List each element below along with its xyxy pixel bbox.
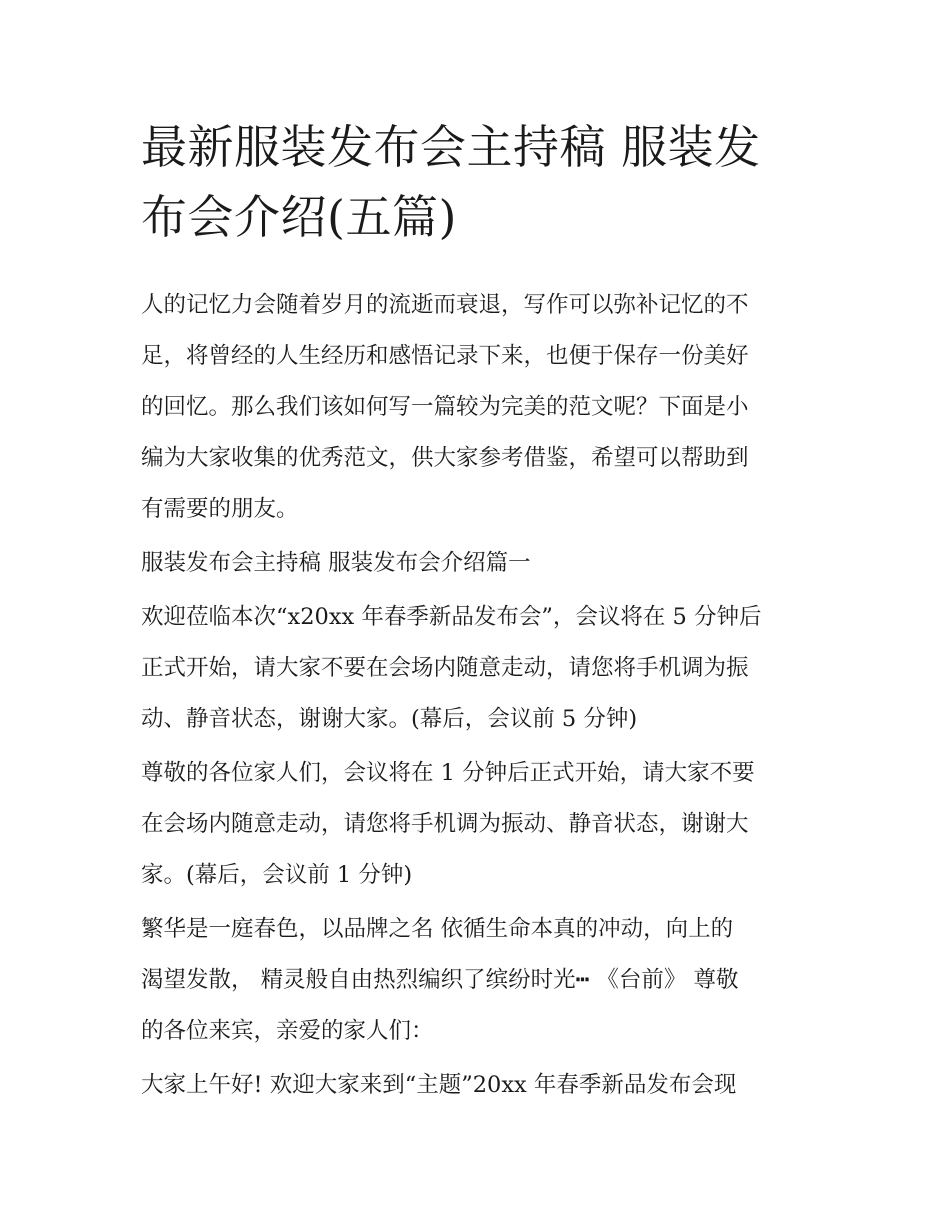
document-title: 最新服装发布会主持稿 服装发 布会介绍(五篇) [141, 120, 761, 244]
document-body [141, 280, 821, 1111]
document-page [141, 112, 821, 1114]
body-paragraph: 尊敬的各位家人们，会议将在 1 分钟后正式开始，请大家不要 在会场内随意走动，请您将手机调为振动、静音状态，谢谢大 家。(幕后，会议前 1 分钟) [141, 760, 755, 888]
body-paragraph: 大家上午好! 欢迎大家来到“主题”20xx 年春季新品发布会现 [141, 1072, 737, 1098]
body-paragraph: 繁华是一庭春色，以品牌之名 依循生命本真的冲动，向上的 渴望发散， 精灵般自由热烈编织了缤纷时光┅ 《台前》 尊敬 的各位来宾，亲爱的家人们： [141, 916, 739, 1044]
body-paragraph: 欢迎莅临本次“x20xx 年春季新品发布会”，会议将在 5 分钟后 正式开始，请大家不要在会场内随意走动，请您将手机调为振 动、静音状态，谢谢大家。(幕后，会议前 5 分钟) [141, 604, 762, 732]
section-heading: 服装发布会主持稿 服装发布会介绍篇一 [141, 550, 531, 576]
intro-paragraph: 人的记忆力会随着岁月的流逝而衰退，写作可以弥补记忆的不 足，将曾经的人生经历和感悟记录下来，也便于保存一份美好 的回忆。那么我们该如何写一篇较为完美的范文呢？下面是小 编为大家收集的优秀范文，供大家参考借鉴，希望可以帮助到 有需要的朋友。 [141, 292, 749, 522]
